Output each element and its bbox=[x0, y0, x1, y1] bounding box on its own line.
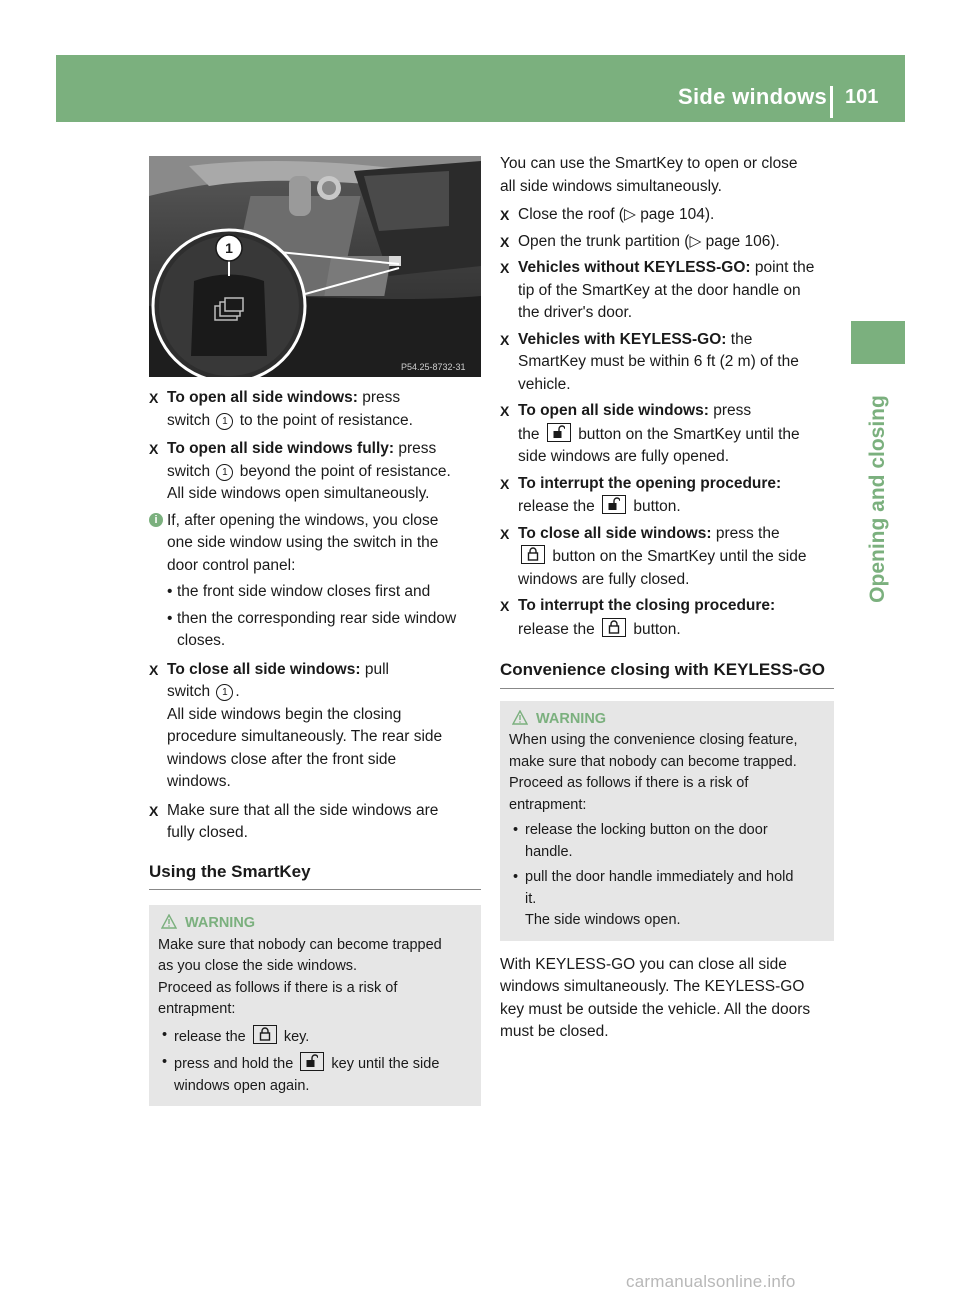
warning-triangle-icon bbox=[161, 914, 177, 929]
step-open-fully: X To open all side windows fully: press switch 1 beyond the point of resistance. All side windows open simultaneously. bbox=[149, 440, 451, 502]
info-icon: i bbox=[149, 513, 163, 527]
callout-number: 1 bbox=[225, 240, 233, 256]
paragraph-text: With KEYLESS-GO you can close all side bbox=[500, 955, 787, 973]
step-text: fully closed. bbox=[167, 824, 248, 841]
left-column bbox=[149, 156, 481, 1106]
step-bold: To open all side windows fully: bbox=[167, 440, 395, 457]
step-close-all: X To close all side windows: pull switch 1 . All side windows begin the closing procedure simultaneously. The rear side windows close after the front side windows. bbox=[149, 660, 443, 790]
bullet-text: then the corresponding rear side window bbox=[177, 609, 457, 627]
page-title: Side windows bbox=[678, 84, 828, 109]
chapter-label-wrap bbox=[860, 366, 896, 631]
step-text: to the point of resistance. bbox=[239, 411, 413, 429]
step-text: tip of the SmartKey at the door handle on bbox=[518, 281, 801, 299]
step-text: the bbox=[730, 330, 753, 348]
warning-title bbox=[509, 709, 825, 731]
bullet-text: pull the door handle immediately and hold bbox=[525, 869, 794, 885]
warning-text: Proceed as follows if there is a risk of bbox=[509, 775, 749, 791]
step-bold: To open all side windows: bbox=[167, 389, 358, 406]
step-text: beyond the point of resistance. bbox=[239, 462, 451, 480]
bullet-text: windows open again. bbox=[174, 1077, 310, 1094]
bullet-text: the front side window closes first and bbox=[177, 583, 431, 600]
section-heading-convenience-closing: Convenience closing with KEYLESS-GO bbox=[500, 659, 834, 689]
step-close-all-smartkey: X To close all side windows: press the button on the SmartKey until the side windows are fully closed. bbox=[500, 524, 807, 588]
bullet-text: it. bbox=[525, 890, 537, 907]
step-make-sure: X Make sure that all the side windows are fully closed. bbox=[149, 801, 439, 841]
step-text: release the bbox=[518, 620, 595, 638]
warning-text: When using the convenience closing feature, bbox=[509, 732, 798, 748]
unlock-icon bbox=[602, 495, 626, 514]
photo-code: P54.25-8732-31 bbox=[401, 362, 466, 372]
step-text: the bbox=[518, 425, 540, 443]
step-text: button. bbox=[633, 498, 681, 515]
unlock-icon bbox=[547, 423, 571, 442]
unlock-icon bbox=[300, 1052, 324, 1071]
step-text: . bbox=[235, 683, 240, 700]
warning-text: entrapment: bbox=[509, 796, 587, 813]
step-text: All side windows begin the closing bbox=[167, 705, 402, 723]
bullet-text: The side windows open. bbox=[525, 912, 681, 928]
step-text: SmartKey must be within 6 ft (2 m) of the bbox=[518, 353, 799, 370]
step-bold: Vehicles with KEYLESS-GO: bbox=[518, 330, 727, 348]
step-text: press bbox=[362, 389, 401, 406]
step-text: procedure simultaneously. The rear side bbox=[167, 728, 443, 745]
warning-text: Make sure that nobody can become trapped bbox=[158, 936, 442, 953]
step-bold: To interrupt the closing procedure: bbox=[518, 597, 776, 614]
bullet-text: release the bbox=[174, 1028, 246, 1045]
step-text: windows close after the front side bbox=[167, 750, 397, 768]
step-open-all-smartkey: X To open all side windows: press the button on the SmartKey until the side windows are fully opened. bbox=[500, 402, 800, 465]
info-text: door control panel: bbox=[167, 556, 296, 574]
chapter-label: Opening and closing bbox=[866, 394, 889, 603]
paragraph-text: all side windows simultaneously. bbox=[500, 177, 722, 195]
section-heading-smartkey: Using the SmartKey bbox=[149, 861, 481, 891]
warning-label: WARNING bbox=[185, 915, 256, 931]
step-bold: To close all side windows: bbox=[167, 660, 361, 678]
step-text: switch bbox=[167, 462, 211, 480]
step-text: All side windows open simultaneously. bbox=[167, 485, 430, 502]
warning-bullet: • release the key. bbox=[162, 1026, 310, 1045]
warning-box bbox=[149, 905, 481, 1106]
lock-icon bbox=[521, 545, 545, 564]
step-text: Make sure that all the side windows are bbox=[167, 801, 439, 819]
step-text: vehicle. bbox=[518, 375, 571, 393]
callout-1-icon: 1 bbox=[216, 464, 233, 481]
step-text: release the bbox=[518, 498, 595, 515]
step-with-keyless: X Vehicles with KEYLESS-GO: the SmartKey must be within 6 ft (2 m) of the vehicle. bbox=[500, 330, 799, 393]
step-text: windows are fully closed. bbox=[518, 570, 690, 588]
bullet-text: key. bbox=[283, 1028, 310, 1045]
chapter-tab bbox=[851, 321, 905, 364]
step-bold: To close all side windows: bbox=[518, 524, 712, 542]
lock-icon bbox=[253, 1025, 277, 1044]
bullet-text: release the locking button on the door bbox=[525, 822, 768, 838]
warning-box bbox=[500, 701, 834, 941]
step-text: button on the SmartKey until the side bbox=[552, 548, 807, 565]
bullet-text: closes. bbox=[177, 632, 226, 649]
right-column bbox=[500, 153, 834, 1044]
step-open-all: X To open all side windows: press switch 1 to the point of resistance. bbox=[149, 389, 413, 429]
step-without-keyless: X Vehicles without KEYLESS-GO: point the tip of the SmartKey at the door handle on the driver's door. bbox=[500, 259, 815, 321]
step-bold: To interrupt the opening procedure: bbox=[518, 474, 782, 492]
paragraph-text: windows simultaneously. The KEYLESS-GO bbox=[500, 978, 805, 995]
warning-bullet: • press and hold the key until the side windows open again. bbox=[162, 1054, 440, 1094]
step-open-trunk-partition: X Open the trunk partition (▷ page 106). bbox=[500, 232, 780, 250]
paragraph-text: key must be outside the vehicle. All the doors bbox=[500, 1000, 811, 1018]
step-text: button on the SmartKey until the bbox=[578, 425, 800, 443]
info-bullet: • the front side window closes first and bbox=[167, 583, 431, 600]
warning-text: entrapment: bbox=[158, 1001, 236, 1017]
watermark: carmanualsonline.info bbox=[626, 1272, 796, 1291]
bullet-text: press and hold the bbox=[174, 1056, 294, 1072]
step-text: the driver's door. bbox=[518, 304, 633, 321]
step-text: switch bbox=[167, 683, 211, 700]
warning-text: as you close the side windows. bbox=[158, 958, 358, 974]
step-interrupt-closing: X To interrupt the closing procedure: release the button. bbox=[500, 597, 776, 638]
info-bullet: • then the corresponding rear side window closes. bbox=[167, 609, 457, 649]
step-text: Open the trunk partition (▷ page 106). bbox=[518, 232, 780, 250]
step-text: Close the roof (▷ page 104). bbox=[518, 206, 715, 223]
step-text: switch bbox=[167, 411, 211, 429]
info-note bbox=[149, 510, 481, 578]
paragraph-text: You can use the SmartKey to open or close bbox=[500, 155, 798, 172]
step-text: point the bbox=[754, 259, 815, 276]
step-bold: Vehicles without KEYLESS-GO: bbox=[518, 259, 751, 276]
warning-label: WARNING bbox=[536, 710, 607, 727]
step-text: press bbox=[398, 440, 437, 457]
warning-title bbox=[158, 913, 472, 935]
warning-text: Proceed as follows if there is a risk of bbox=[158, 979, 398, 996]
warning-bullet: • pull the door handle immediately and hold it. The side windows open. bbox=[513, 869, 794, 928]
step-text: press the bbox=[715, 524, 780, 542]
step-text: press bbox=[713, 402, 752, 419]
warning-triangle-icon bbox=[512, 710, 528, 725]
warning-bullet: • release the locking button on the door handle. bbox=[513, 822, 768, 860]
step-close-roof: X Close the roof (▷ page 104). bbox=[500, 206, 715, 223]
info-text: If, after opening the windows, you close bbox=[167, 511, 439, 529]
callout-1-icon: 1 bbox=[216, 413, 233, 430]
step-bold: To open all side windows: bbox=[518, 402, 709, 419]
console-photo bbox=[149, 156, 481, 377]
step-text: windows. bbox=[167, 773, 231, 790]
step-interrupt-opening: X To interrupt the opening procedure: release the button. bbox=[500, 474, 782, 515]
lock-icon bbox=[602, 618, 626, 637]
step-text: pull bbox=[364, 660, 389, 678]
console-illustration bbox=[149, 156, 481, 377]
bullet-text: handle. bbox=[525, 843, 573, 860]
info-text: one side window using the switch in the bbox=[167, 534, 439, 551]
page-number: 101 bbox=[845, 86, 879, 108]
header-divider bbox=[830, 86, 833, 118]
bullet-text: key until the side bbox=[331, 1056, 440, 1072]
step-text: side windows are fully opened. bbox=[518, 448, 730, 465]
callout-1-icon: 1 bbox=[216, 684, 233, 701]
step-text: button. bbox=[633, 620, 681, 638]
paragraph-text: must be closed. bbox=[500, 1023, 609, 1040]
warning-text: make sure that nobody can become trapped. bbox=[509, 753, 797, 770]
